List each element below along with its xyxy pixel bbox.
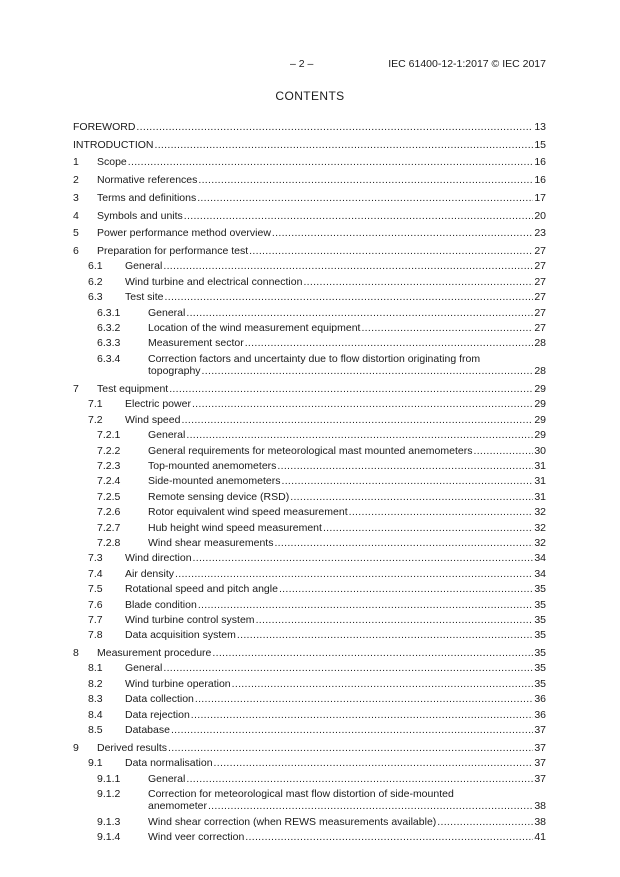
toc-entry[interactable] (73, 583, 546, 595)
dot-leader (282, 475, 534, 487)
toc-entry[interactable] (73, 398, 546, 410)
dot-leader (277, 460, 533, 472)
toc-entry-number: 6.2 (88, 275, 103, 288)
toc-entry-title: Wind veer correction (148, 831, 245, 844)
dot-leader (175, 568, 533, 580)
toc-entry-number: 8 (73, 647, 79, 660)
toc-entry-title: Rotor equivalent wind speed measurement (148, 506, 348, 519)
toc-entry[interactable] (73, 475, 546, 487)
dot-leader (202, 365, 534, 377)
toc-entry-number: 2 (73, 174, 79, 187)
toc-entry-title: Wind turbine and electrical connection (125, 275, 303, 288)
toc-entry[interactable] (73, 757, 546, 769)
toc-entry-page: 13 (534, 121, 546, 133)
toc-entry[interactable] (73, 210, 546, 222)
toc-entry-number: 9.1.4 (97, 831, 121, 844)
dot-leader (191, 709, 534, 721)
toc-entry[interactable] (73, 568, 546, 580)
toc-entry-number: 6.3.2 (97, 321, 121, 334)
toc-entry[interactable] (73, 121, 546, 133)
toc-entry-title: Measurement sector (148, 337, 244, 350)
dot-leader (165, 291, 534, 303)
dot-leader (274, 537, 533, 549)
toc-entry-page: 28 (534, 337, 546, 350)
dot-leader (237, 629, 533, 641)
toc-entry-number: 6.3.3 (97, 337, 121, 350)
toc-entry-title: Air density (125, 567, 175, 580)
toc-entry-title: Terms and definitions (97, 191, 197, 204)
toc-entry[interactable] (73, 662, 546, 674)
toc-entry-title: Rotational speed and pitch angle (125, 583, 278, 596)
toc-entry-page: 32 (534, 521, 546, 534)
toc-entry-page: 37 (534, 724, 546, 737)
dot-leader (163, 260, 533, 272)
toc-entry-page: 35 (534, 613, 546, 626)
toc-entry-page: 37 (534, 772, 546, 785)
dot-leader (155, 139, 534, 151)
toc-entry-page: 31 (534, 490, 546, 503)
toc-entry[interactable] (73, 192, 546, 204)
toc-entry-page: 28 (534, 365, 546, 378)
toc-entry[interactable] (73, 445, 546, 457)
toc-entry-number: 5 (73, 227, 79, 240)
toc-entry-page: 27 (534, 306, 546, 319)
toc-entry-number: 8.3 (88, 693, 103, 706)
dot-leader (163, 662, 533, 674)
page-title: CONTENTS (275, 89, 345, 103)
toc-entry-title: Electric power (125, 398, 191, 411)
toc-entry[interactable] (73, 414, 546, 426)
dot-leader (279, 583, 533, 595)
toc-entry-number: 6.3 (88, 291, 103, 304)
toc-entry-number: 6 (73, 244, 79, 257)
toc-entry-title: General (125, 260, 163, 273)
toc-entry-number: 9.1 (88, 757, 103, 770)
toc-entry-number: 7.7 (88, 613, 103, 626)
toc-entry-page: 16 (534, 156, 546, 169)
dot-leader (197, 192, 533, 204)
toc-entry-title: Data collection (125, 693, 194, 706)
dot-leader (437, 816, 533, 828)
toc-entry-page: 15 (534, 138, 546, 151)
toc-entry[interactable] (73, 599, 546, 611)
toc-entry-title: General (148, 429, 186, 442)
toc-entry-number: 7.2.6 (97, 506, 121, 519)
toc-entry-title: Data acquisition system (125, 629, 236, 642)
toc-entry[interactable] (73, 614, 546, 626)
toc-entry-page: 38 (534, 800, 546, 813)
toc-entry-title: INTRODUCTION (73, 138, 154, 151)
dot-leader (181, 414, 533, 426)
toc-entry-number: 7.4 (88, 567, 103, 580)
toc-entry-title: Scope (97, 156, 127, 169)
toc-entry-number: 9.1.3 (97, 815, 121, 828)
toc-entry-title: Data normalisation (125, 757, 213, 770)
dot-leader (245, 337, 534, 349)
toc-entry-number: 9.1.1 (97, 772, 121, 785)
dot-leader (186, 773, 533, 785)
toc-entry-number: 4 (73, 209, 79, 222)
toc-entry[interactable] (73, 537, 546, 549)
dot-leader (198, 599, 534, 611)
toc-entry[interactable] (73, 139, 546, 151)
toc-entry-number: 7.8 (88, 629, 103, 642)
toc-entry-title: Top-mounted anemometers (148, 459, 277, 472)
toc-entry-page: 35 (534, 583, 546, 596)
table-of-contents (73, 121, 546, 844)
toc-entry-title-continued: anemometer (148, 800, 207, 813)
toc-entry-title: Hub height wind speed measurement (148, 521, 322, 534)
toc-entry[interactable] (73, 506, 546, 518)
dot-leader (474, 445, 534, 457)
toc-entry-number: 7.2.3 (97, 459, 121, 472)
toc-entry-page: 32 (534, 506, 546, 519)
toc-entry-page: 34 (534, 567, 546, 580)
toc-entry-page: 27 (534, 321, 546, 334)
toc-entry[interactable] (73, 429, 546, 441)
dot-leader (193, 552, 534, 564)
toc-entry[interactable] (73, 291, 546, 303)
dot-leader (186, 307, 533, 319)
toc-entry-page: 29 (534, 413, 546, 426)
dot-leader (212, 647, 533, 659)
dot-leader (249, 245, 533, 257)
toc-entry-page: 37 (534, 757, 546, 770)
dot-leader (232, 678, 534, 690)
dot-leader (128, 156, 534, 168)
toc-entry-number: 7.2 (88, 413, 103, 426)
page-header (0, 58, 620, 74)
toc-entry-page: 38 (534, 815, 546, 828)
toc-entry-page: 27 (534, 291, 546, 304)
toc-entry-number: 6.1 (88, 260, 103, 273)
toc-entry[interactable] (73, 353, 546, 378)
toc-entry-page: 27 (534, 260, 546, 273)
dot-leader (349, 506, 534, 518)
toc-entry[interactable] (73, 647, 546, 659)
toc-entry-title: Normative references (97, 174, 198, 187)
toc-entry-page: 31 (534, 475, 546, 488)
toc-entry-page: 35 (534, 629, 546, 642)
toc-entry[interactable] (73, 629, 546, 641)
toc-entry-page: 36 (534, 708, 546, 721)
toc-entry-title: Remote sensing device (RSD) (148, 490, 290, 503)
toc-entry-title: Power performance method overview (97, 227, 271, 240)
toc-entry-number: 9.1.2 (97, 788, 121, 801)
toc-entry-number: 7.6 (88, 598, 103, 611)
dot-leader (195, 693, 533, 705)
toc-entry-title: Wind shear correction (when REWS measurements available) (148, 815, 437, 828)
toc-entry-number: 8.4 (88, 708, 103, 721)
standard-reference: IEC 61400-12-1:2017 © IEC 2017 (388, 58, 546, 70)
toc-entry[interactable] (73, 724, 546, 736)
toc-entry-number: 8.1 (88, 662, 103, 675)
toc-entry[interactable] (73, 276, 546, 288)
toc-entry[interactable] (73, 174, 546, 186)
toc-entry-title: Wind turbine control system (125, 613, 255, 626)
toc-entry-page: 17 (534, 191, 546, 204)
dot-leader (169, 383, 533, 395)
toc-entry-title: Preparation for performance test (97, 244, 249, 257)
toc-entry-title: Data rejection (125, 708, 190, 721)
toc-entry[interactable] (73, 788, 546, 813)
toc-entry-title: Wind speed (125, 413, 181, 426)
toc-entry-page: 31 (534, 459, 546, 472)
toc-entry-title: General (148, 772, 186, 785)
toc-entry[interactable] (73, 831, 546, 843)
toc-entry-number: 8.5 (88, 724, 103, 737)
toc-entry[interactable] (73, 156, 546, 168)
dot-leader (192, 398, 533, 410)
dot-leader (168, 742, 533, 754)
toc-entry-page: 41 (534, 831, 546, 844)
toc-entry[interactable] (73, 742, 546, 754)
dot-leader (256, 614, 534, 626)
dot-leader (184, 210, 534, 222)
toc-entry-title: Wind shear measurements (148, 536, 274, 549)
toc-entry-title: Test site (125, 291, 164, 304)
toc-entry[interactable] (73, 227, 546, 239)
toc-entry-page: 29 (534, 382, 546, 395)
toc-entry-page: 35 (534, 647, 546, 660)
toc-entry-page: 35 (534, 677, 546, 690)
toc-entry-number: 7.5 (88, 583, 103, 596)
toc-entry-title: Correction factors and uncertainty due to flow distortion originating from (148, 352, 481, 365)
toc-entry[interactable] (73, 709, 546, 721)
toc-entry-page: 32 (534, 536, 546, 549)
toc-entry-number: 7.2.4 (97, 475, 121, 488)
toc-entry-number: 7.2.5 (97, 490, 121, 503)
toc-entry-title: Blade condition (125, 598, 197, 611)
toc-entry[interactable] (73, 383, 546, 395)
dot-leader (214, 757, 534, 769)
toc-entry-title: Location of the wind measurement equipment (148, 321, 361, 334)
dot-leader (171, 724, 533, 736)
toc-entry-number: 7.1 (88, 398, 103, 411)
toc-entry-number: 8.2 (88, 677, 103, 690)
toc-entry-title: Symbols and units (97, 209, 183, 222)
toc-entry-page: 27 (534, 244, 546, 257)
dot-leader (272, 227, 533, 239)
page-number: – 2 – (290, 58, 314, 70)
toc-entry-number: 9 (73, 741, 79, 754)
toc-entry-title: Wind turbine operation (125, 677, 231, 690)
dot-leader (303, 276, 533, 288)
toc-entry-title: Side-mounted anemometers (148, 475, 281, 488)
toc-entry[interactable] (73, 245, 546, 257)
toc-entry-title: Correction for meteorological mast flow distortion of side-mounted (148, 788, 454, 801)
toc-entry[interactable] (73, 773, 546, 785)
toc-entry[interactable] (73, 322, 546, 334)
toc-entry-title: Derived results (97, 741, 168, 754)
dot-leader (361, 322, 533, 334)
toc-entry-page: 29 (534, 398, 546, 411)
toc-entry-number: 6.3.4 (97, 352, 121, 365)
toc-entry[interactable] (73, 816, 546, 828)
toc-entry-title: General requirements for meteorological mast mounted anemometers (148, 444, 473, 457)
toc-entry-title-continued: topography (148, 365, 201, 378)
toc-entry[interactable] (73, 678, 546, 690)
toc-entry-number: 7.2.7 (97, 521, 121, 534)
toc-entry-page: 16 (534, 174, 546, 187)
toc-entry-page: 35 (534, 662, 546, 675)
toc-entry[interactable] (73, 693, 546, 705)
toc-entry-page: 20 (534, 209, 546, 222)
toc-entry-number: 7.2.8 (97, 536, 121, 549)
dot-leader (323, 522, 533, 534)
toc-entry[interactable] (73, 260, 546, 272)
toc-entry-title: General (125, 662, 163, 675)
toc-entry-title: Wind direction (125, 552, 192, 565)
dot-leader (136, 121, 533, 133)
toc-entry-page: 23 (534, 227, 546, 240)
toc-entry-number: 7.2.1 (97, 429, 121, 442)
toc-entry-page: 35 (534, 598, 546, 611)
toc-entry-title: Measurement procedure (97, 647, 212, 660)
toc-entry-page: 27 (534, 275, 546, 288)
dot-leader (245, 831, 533, 843)
dot-leader (290, 491, 533, 503)
toc-entry-title: FOREWORD (73, 121, 136, 133)
toc-entry-page: 37 (534, 741, 546, 754)
toc-entry-number: 7.2.2 (97, 444, 121, 457)
dot-leader (186, 429, 533, 441)
toc-entry-title: Database (125, 724, 170, 737)
toc-entry-title: Test equipment (97, 382, 169, 395)
toc-entry[interactable] (73, 491, 546, 503)
toc-entry[interactable] (73, 337, 546, 349)
toc-entry-page: 29 (534, 429, 546, 442)
toc-entry-number: 3 (73, 191, 79, 204)
toc-entry-title: General (148, 306, 186, 319)
toc-entry-number: 7 (73, 382, 79, 395)
toc-entry[interactable] (73, 522, 546, 534)
toc-entry[interactable] (73, 307, 546, 319)
dot-leader (208, 800, 533, 812)
toc-entry[interactable] (73, 460, 546, 472)
toc-entry-number: 7.3 (88, 552, 103, 565)
toc-entry-number: 1 (73, 156, 79, 169)
dot-leader (198, 174, 533, 186)
toc-entry-page: 36 (534, 693, 546, 706)
toc-entry-page: 30 (534, 444, 546, 457)
toc-entry-page: 34 (534, 552, 546, 565)
toc-entry[interactable] (73, 552, 546, 564)
toc-entry-number: 6.3.1 (97, 306, 121, 319)
